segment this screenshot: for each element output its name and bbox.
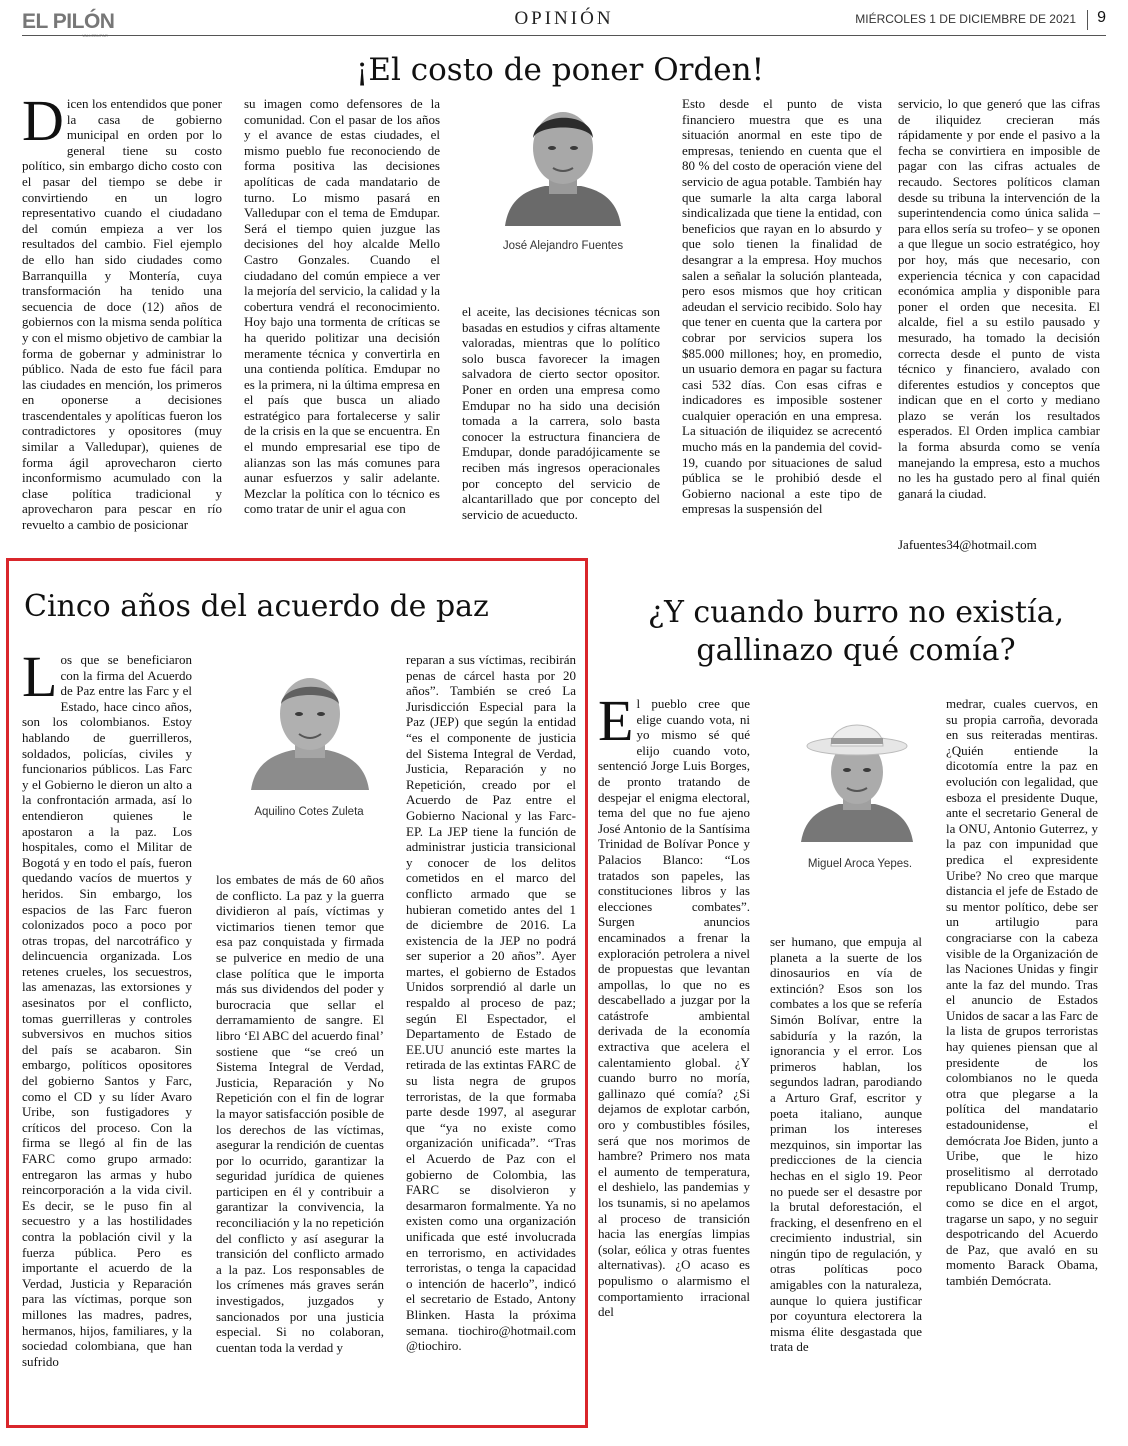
article-3-text-1: l pueblo cree que elige cuando vota, ni yo mismo sé qué elijo cuando voto, sentenció Jorge Luis Borges, de pronto tratando de despejar el enigma electoral, tema del que no fue ajeno José Antonio de la Santísima Trinidad de Bolívar Ponce y Palacios Blanco: “Los tratados son papeles, las constituciones libros y las elecciones combates”. Surgen anuncios encaminados a frenar la exploración petrolera a nivel de propuestas que levantan ampollas, lo que no es descabellado a juzgar por la catástrofe ambiental derivada de la economía extractiva que acelera el calentamiento global. ¿Y cuando burro no moría, gallinazo qué comía? ¿Si dejamos de explotar carbón, oro y combustibles fósiles, será que nos morimos de hambre? Primero nos mata el aumento de temperatura, el deshielo, las pandemias y los tsunamis, si no apelamos al proceso de transición hacia las energías limpias (solar, eólica y otras fuentes alternativas). ¿O acaso es populismo o alarmismo el comportamiento irracional del <box>598 696 750 1320</box>
article-2-text-3: reparan a sus víctimas, recibirán penas de cárcel hasta por 20 años”. También se creó La Jurisdicción Especial para la Paz (JEP) que según la entidad “es el componente de justicia del Sistema Integral de Verdad, Justicia, Reparación y no Repetición, creado por el Acuerdo de Paz entre el Gobierno Nacional y las Farc-EP. La JEP tiene la función de administrar justicia transicional y conocer de los delitos cometidos en el marco del conflicto armado que se hubieran cometido antes del 1 de diciembre de 2016. La existencia de la JEP no podrá ser superior a 20 años”. Ayer martes, el gobierno de Estados Unidos sorprendió al darle un respaldo al proceso de paz; según El Espectador, el Departamento de Estado de EE.UU anunció este martes la retirada de las extintas FARC de su lista negra de grupos terroristas, de la que formaba parte desde 1997, al asegurar que “ya no existe como organización unificada”. “Tras el Acuerdo de Paz con el gobierno de Colombia, las FARC se disolvieron y desarmaron formalmente. Ya no existen como una organización unificada que esté involucrada en terrorismo, en actividades terroristas, o tenga la capacidad o intención de hacerlo”, indicó el secretario de Estado, Antony Blinken. Hasta la próxima semana. tiochiro@hotmail.com @tiochiro. <box>406 652 576 1354</box>
issue-date: MIÉRCOLES 1 DE DICIEMBRE DE 2021 <box>855 12 1076 26</box>
article-3-dropcap: E <box>598 696 634 753</box>
article-1-dropcap: D <box>22 96 64 153</box>
article-2-column-1 <box>22 652 192 1418</box>
article-3-column-3 <box>946 696 1098 1420</box>
article-1-column-3 <box>462 304 660 552</box>
header-rule <box>22 35 1106 36</box>
article-2-author: Aquilino Cotes Zuleta <box>254 806 364 818</box>
article-2-dropcap: L <box>22 652 58 709</box>
section-name: OPINIÓN <box>514 8 614 29</box>
article-3-title: ¿Y cuando burro no existía, gallinazo qué comía? <box>647 595 1064 668</box>
article-1-email-text: Jafuentes34@hotmail.com <box>898 537 1037 552</box>
article-2-text-2: los embates de más de 60 años de conflicto. La paz y la guerra dividieron al país, víctimas y victimarios tienen temor que esa paz conquistada y firmada se pulverice en medio de una clase política que le importa más sus dividendos del poder y burocracia que sellar el derramamiento de sangre. El libro ‘El ABC del acuerdo final’ sostiene que “se creó un Sistema Integral de Verdad, Justicia, Reparación y No Repetición con el fin de lograr la mayor satisfacción posible de los derechos de las víctimas, asegurar la rendición de cuentas por lo ocurrido, garantizar la seguridad jurídica de quienes participen en él y contribuir a garantizar la convivencia, la reconciliación y la no repetición del conflicto y así asegurar la transición del conflicto armado a la paz. Los responsables de los crímenes más graves serán investigados, juzgados y sancionados por una justicia especial. Si no colaboran, cuentan toda la verdad y <box>216 872 384 1355</box>
article-1-text-5: servicio, lo que generó que las cifras de iliquidez crecieran más rápidamente y por ende el pasivo a la fecha se convirtiera en imposible de pagar con las cifras actuales de recaudo. Sectores políticos claman desde su tribuna la intervención de la superintendencia como única salida –para ellos sería su trofeo– y se oponen a que llegue un socio estratégico, hoy por hoy, más que necesario, con experiencia técnica y con capacidad económica amplia y disponible para poner el orden que necesita. El alcalde, fiel a su estilo pausado y mesurado, ha tomado la decisión correcta desde el punto de vista técnico y financiero, avalado con diferentes estudios y conceptos que indican que en el corto y mediano plazo se verán los resultados esperados. El Orden implica cambiar la forma absurda como se venía manejando la empresa, esto a muchos no les ha gustado pero al final quién ganará la ciudad. <box>898 96 1100 501</box>
article-3-text-2: ser humano, que empuja al planeta a la suerte de los dinosaurios en vía de extinción? Esos son los combates a los que se refería Simón Bolívar, entre la sabiduría y la razón, la ignorancia y el error. Los primeros hablan, los segundos ladran, parodiando a Arturo Graf, escritor y poeta italiano, aunque priman los intereses mezquinos, sin importar las predicciones de la ciencia hechas en el siglo 19. Peor no puede ser el desastre por la brutal deforestación, el fracking, el desenfreno en el crecimiento industrial, sin ningún tipo de regulación, y otras políticas poco amigables con la naturaleza, aunque lo quiera justificar por coyuntura electorera la misma élite desgastada que trata de <box>770 934 922 1355</box>
page-number: 9 <box>1097 9 1106 26</box>
article-1-text-3: el aceite, las decisiones técnicas son basadas en estudios y cifras altamente valoradas, mientras que lo político solo busca favorecer la imagen salvadora de cierto sector opositor. Poner en orden una empresa como Emdupar no ha sido una decisión tomada a la carrera, solo basta conocer la estructura financiera de Emdupar, donde paradójicamente se reciben más ingresos operacionales por concepto del servicio de alcantarillado que por concepto del servicio de acueducto. <box>462 304 660 522</box>
article-3-author: Miguel Aroca Yepes. <box>807 858 913 870</box>
article-1-title: ¡El costo de poner Orden! <box>355 52 765 88</box>
author-photo-cotes <box>247 662 373 790</box>
article-2-title: Cinco años del acuerdo de paz <box>24 589 489 624</box>
newspaper-logo: EL PILÓN <box>22 10 115 33</box>
article-1-author: José Alejandro Fuentes <box>502 240 624 252</box>
article-1-column-5 <box>898 96 1100 538</box>
article-2-column-2 <box>216 872 384 1418</box>
header-divider <box>1087 10 1088 30</box>
article-2-text-1: os que se beneficiaron con la firma del Acuerdo de Paz entre las Farc y el Estado, hace cinco años, son los colombianos. Estoy hablando de guerrilleros, soldados, policías, civiles y funcionarios públicos. Las Farc y el Gobierno le dieron un alto a la confrontación armada, así lo entendieron quienes le apostaron a la paz. Los hospitales, como el Militar de Bogotá y en todo el país, fueron quedando vacíos de muertos y heridos. Sin embargo, los espacios de las Farc fueron colonizados poco a poco por otras tropas, del narcotráfico y delincuencia organizada. Los retenes crueles, los secuestros, las amenazas, las extorsiones y asesinatos por el conflicto, tomas guerrilleras y controles subversivos en muchos sitios del país se acabaron. Sin embargo, políticos opositores del gobierno Santos y Farc, como el CD y su líder Avaro Uribe, son fustigadores y críticos del proceso. Con la firma se llegó al fin de las FARC como grupo armado: entregaron las armas y hubo reincorporación a la vida civil. Es decir, se le puso fin al secuestro y a las hostilidades contra la población civil y la fuerza pública. Pero es importante el acuerdo de la Verdad, Justicia y Reparación para las víctimas, porque son millones las madres, padres, hermanos, hijos, familiares, y la sociedad colombiana, que han sufrido <box>22 652 192 1369</box>
author-photo-fuentes <box>497 98 629 226</box>
article-1-text-2: su imagen como defensores de la comunidad. Con el pasar de los años y el avance de estas ciudades, el mismo pueblo fue reconociendo de forma positiva las decisiones apolíticas de cada mandatario de turno. Lo mismo pasará en Valledupar con el tema de Emdupar. Será el tiempo quien juzgue las decisiones del hoy alcalde Mello Castro Gonzales. Cuando el ciudadano del común empiece a ver la mejoría del servicio, la calidad y la cobertura vendrá el reconocimiento. Hoy bajo una tormenta de críticas se ha querido politizar una decisión meramente técnica y convertirla en una contienda política. Emdupar no es la primera, ni la última empresa en el país que busca un aliado estratégico para fortalecerse y salir de la crisis en la que se encuentra. En el mundo empresarial ese tipo de alianzas son las más comunes para aunar esfuerzos y salir adelante. Mezclar la política con lo técnico es como tratar de unir el agua con <box>244 96 440 517</box>
article-3-column-2 <box>770 934 922 1420</box>
author-photo-aroca <box>795 712 919 842</box>
article-1-text-1: icen los entendidos que poner la casa de gobierno municipal en orden por lo general tiene su costo político, sin embargo dicho costo con el pasar del tiempo se debe ir convirtiendo en un logro representativo cuando el ciudadano del común empieza a ver los resultados del cambio. Fiel ejemplo de ello han sido ciudades como Barranquilla y Montería, cuya transformación ha tenido una secuencia de doce (12) años de gobiernos con la misma senda política y con el mismo objetivo de cambiar la forma de gobernar y administrar lo público. Nada de esto fue fácil para las ciudades en mención, los primeros en oponerse a decisiones trascendentales y apolíticas fueron los contradictores y opositores (muy similar a Valledupar), quienes de forma ágil aprovecharon cierto inconformismo acumulado con la clase política tradicional y aprovecharon para pescar en río revuelto a cambio de posicionar <box>22 96 222 533</box>
article-1-column-1 <box>22 96 222 552</box>
article-2-column-3 <box>406 652 576 1418</box>
article-3-text-3: medrar, cuales cuervos, en su propia carroña, devorada en sus reiteradas mentiras. ¿Quién entiende la dicotomía entre la paz en evolución con legalidad, que esboza el presidente Duque, ante el secretario General de la ONU, Antonio Guterrez, y la paz con impunidad que predica el expresidente Uribe? No creo que marque distancia el jefe de Estado de su mentor político, debe ser un artilugio para congraciarse con la cabeza visible de la Organización de las Naciones Unidas y fingir ante la faz del mundo. Tras el anuncio de Estados Unidos de sacar a las Farc de la lista de grupos terroristas hay quienes piensan que al presidente de los colombianos no le queda otra que plegarse a la política del mandatario estadounidense, el demócrata Joe Biden, junto a Uribe, que le hizo proselitismo al derrotado republicano Donald Trump, como se dice en el argot, tragarse un sapo, y no seguir despotricando del Acuerdo de Paz, que avaló en su momento Barack Obama, también Demócrata. <box>946 696 1098 1288</box>
article-3-column-1 <box>598 696 750 1420</box>
article-1-email <box>898 537 1100 554</box>
masthead <box>22 8 1106 38</box>
article-1-column-2 <box>244 96 440 552</box>
article-1-column-4 <box>682 96 882 552</box>
article-1-text-4: Esto desde el punto de vista financiero muestra que es una situación anormal en este tipo de empresas, teniendo en cuenta que el 80 % del costo de operación viene del servicio de agua potable. También hay que sumarle la alta carga laboral sindicalizada que tiene la entidad, con beneficios que rayan en lo absurdo y que solo tienen la finalidad de desangrar a la empresa. Hoy muchos salen a señalar la solución planteada, pero esos mismos que hoy critican adeudan el servicio recibido. Solo hay que tener en cuenta que la cartera por cobrar por servicios supera los $85.000 millones; hoy, en promedio, un usuario demora en pagar su factura casi 532 días. Con esas cifras e indicadores es imposible sostener cualquier operación en una empresa. La situación de iliquidez se acrecentó mucho más en la pandemia del covid-19, cuando por situaciones de salud pública se le prohibió desde el Gobierno nacional a este tipo de empresas la suspensión del <box>682 96 882 517</box>
